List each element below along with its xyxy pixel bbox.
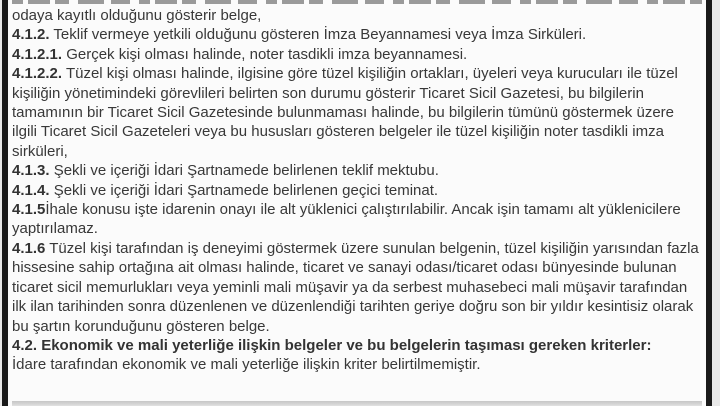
cell-right-border [706, 0, 712, 406]
item-text: İdare tarafından ekonomik ve mali yeterliğe ilişkin kriter belirtilmemiştir. [12, 356, 481, 374]
paragraph-4-2-heading [12, 336, 702, 355]
paragraph-4-1-4 [12, 181, 702, 200]
paragraph-4-1-3 [12, 161, 702, 180]
item-text: odaya kayıtlı olduğunu gösterir belge, [12, 7, 262, 24]
paragraph-4-1-6 [12, 239, 702, 336]
item-number: 4.1.2.2. [12, 65, 63, 83]
document-text-block [12, 0, 702, 375]
clipped-text-top [12, 0, 702, 4]
clipped-text-bottom [12, 401, 702, 406]
item-number: 4.1.2.1. [12, 45, 63, 63]
item-text: İhale konusu işte idarenin onayı ile alt yüklenici çalıştırılabilir. Ancak işin tamamı alt yüklenicilere yaptırılamaz. [12, 201, 681, 238]
item-text: Şekli ve içeriği İdari Şartnamede belirlenen teklif mektubu. [49, 162, 439, 180]
item-number: 4.1.2. [12, 26, 50, 44]
item-text: Şekli ve içeriği İdari Şartnamede belirlenen geçici teminat. [49, 181, 439, 199]
paragraph-4-1-2 [12, 25, 702, 44]
item-number: 4.1.5 [12, 201, 46, 219]
paragraph-4-1-5 [12, 200, 702, 239]
item-text: Gerçek kişi olması halinde, noter tasdikli imza beyannamesi. [62, 45, 468, 63]
paragraph-4-1-2-2 [12, 64, 702, 161]
item-text: Tüzel kişi tarafından iş deneyimi göstermek üzere sunulan belgenin, tüzel kişiliğin yarısından fazla hissesine sahip ortağına ait olması halinde, ticaret ve sanayi odası/ticaret odası bünyesinde bulunan ticaret sicil memurlukları veya yeminli mali müşavir ya da serbest muhasebeci mali müşavir tarafından ilk ilan tarihinden sonra düzenlenen ve düzenlendiği tarihten geriye doğru son bir yıldır kesintisiz olarak bu şartın korunduğunu gösteren belge. [12, 239, 699, 335]
paragraph-4-1-2-1 [12, 45, 702, 64]
cell-left-border [2, 0, 8, 406]
item-text: Teklif vermeye yetkili olduğunu gösteren İmza Beyannamesi veya İmza Sirküleri. [49, 26, 587, 44]
paragraph-criteria-note [12, 355, 702, 374]
paragraph-continuation [12, 6, 702, 25]
item-number: 4.1.3. [12, 162, 50, 180]
page-right-edge [712, 0, 720, 406]
item-text: Ekonomik ve mali yeterliğe ilişkin belgeler ve bu belgelerin taşıması gereken kriterler: [37, 336, 652, 354]
item-number: 4.2. [12, 336, 38, 354]
item-number: 4.1.4. [12, 181, 50, 199]
item-number: 4.1.6 [12, 239, 46, 257]
item-text: Tüzel kişi olması halinde, ilgisine göre tüzel kişiliğin ortakları, üyeleri veya kurucuları ile tüzel kişiliğin yönetimindeki görevlileri belirten son durumu gösterir Ticaret Sicil Gazetesi, bu bilgilerin tamamının bir Ticaret Sicil Gazetesinde bulunmaması halinde, bu bilgilerin tümünü göstermek üzere ilgili Ticaret Sicil Gazeteleri veya bu hususları gösteren belgeler ile tüzel kişiliğin noter tasdikli imza sirküleri, [12, 65, 678, 160]
